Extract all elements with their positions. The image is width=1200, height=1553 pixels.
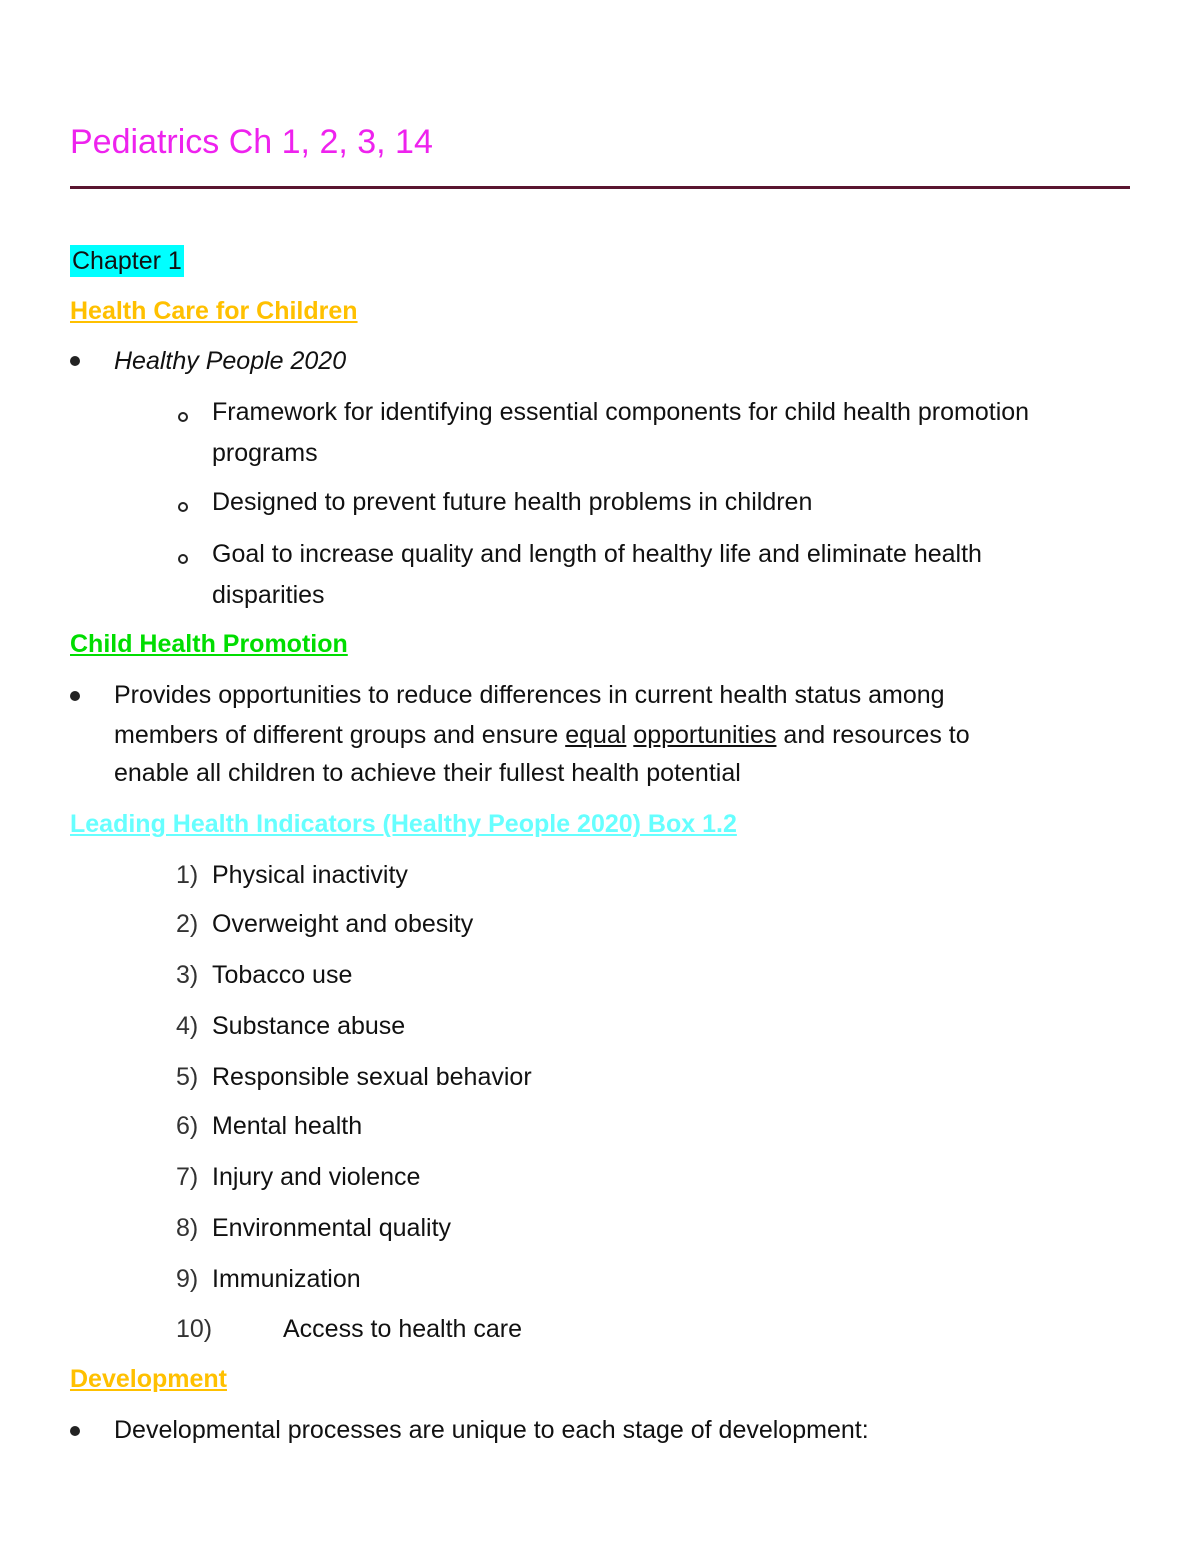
sub-list-item: Framework for identifying essential components for child health promotion [212, 398, 1030, 426]
list-number: 4) [176, 1012, 199, 1040]
circle-bullet-icon [178, 554, 188, 564]
sub-list-item: Designed to prevent future health problems in children [212, 488, 813, 516]
list-number: 8) [176, 1214, 199, 1242]
list-number: 6) [176, 1112, 199, 1140]
list-number: 2) [176, 910, 199, 938]
list-number: 1) [176, 861, 199, 889]
sub-list-item-continuation: programs [212, 439, 318, 467]
indicator-item: Mental health [212, 1112, 363, 1140]
list-number: 5) [176, 1063, 199, 1091]
indicator-item: Immunization [212, 1265, 361, 1293]
list-item: Provides opportunities to reduce differences in current health status among [114, 681, 945, 709]
bullet-icon [70, 356, 80, 366]
list-number: 10) [176, 1315, 213, 1343]
section-heading-health-care: Health Care for Children [70, 297, 358, 325]
document-title: Pediatrics Ch 1, 2, 3, 14 [70, 123, 433, 161]
list-number: 3) [176, 961, 199, 989]
list-item: Developmental processes are unique to each stage of development: [114, 1416, 869, 1444]
indicator-item: Responsible sexual behavior [212, 1063, 532, 1091]
bullet-icon [70, 691, 80, 701]
indicator-item: Injury and violence [212, 1163, 421, 1191]
sub-list-item: Goal to increase quality and length of healthy life and eliminate health [212, 540, 982, 568]
list-item: Healthy People 2020 [114, 347, 347, 375]
title-divider [70, 186, 1130, 189]
list-item-continuation: enable all children to achieve their fullest health potential [114, 759, 741, 787]
list-number: 7) [176, 1163, 199, 1191]
section-heading-development: Development [70, 1365, 227, 1393]
section-heading-child-health: Child Health Promotion [70, 630, 348, 658]
underlined-word-equal: equal [565, 721, 627, 749]
indicator-item: Physical inactivity [212, 861, 408, 889]
circle-bullet-icon [178, 412, 188, 422]
list-number: 9) [176, 1265, 199, 1293]
indicator-item: Overweight and obesity [212, 910, 474, 938]
chapter-label: Chapter 1 [72, 247, 182, 275]
section-heading-indicators: Leading Health Indicators (Healthy People 2020) Box 1.2 [70, 810, 737, 838]
indicator-item: Access to health care [283, 1315, 523, 1343]
text-run: members of different groups and ensure [114, 721, 566, 749]
circle-bullet-icon [178, 502, 188, 512]
text-run: and resources to [776, 721, 970, 749]
indicator-item: Tobacco use [212, 961, 353, 989]
underlined-word-opportunities: opportunities [633, 721, 777, 749]
indicator-item: Environmental quality [212, 1214, 452, 1242]
bullet-icon [70, 1426, 80, 1436]
sub-list-item-continuation: disparities [212, 581, 325, 609]
list-item-continuation [114, 719, 970, 751]
indicator-item: Substance abuse [212, 1012, 406, 1040]
